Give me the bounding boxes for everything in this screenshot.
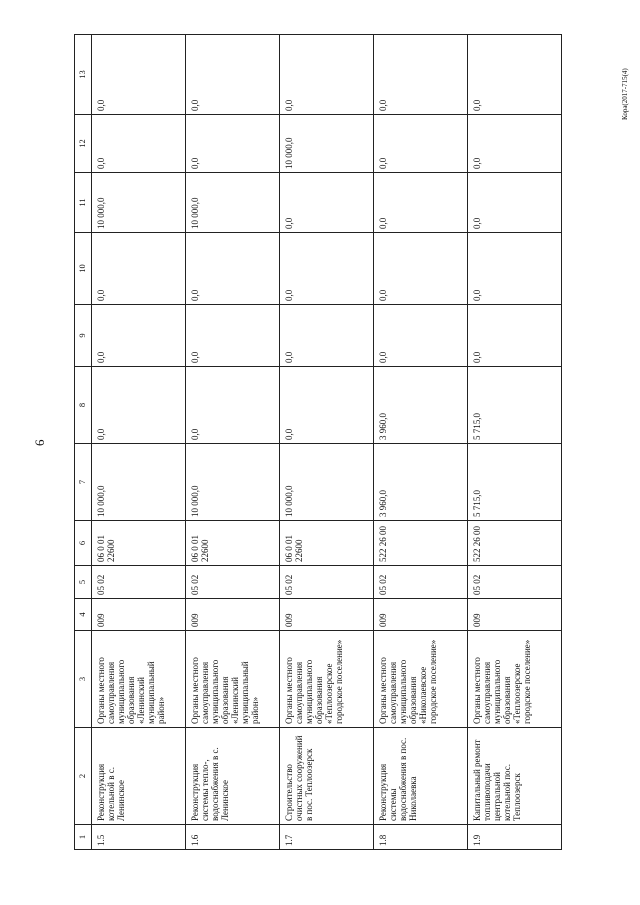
budget-table [74,34,562,850]
cell-year-value: 0,0 [186,367,280,444]
cell-year-value: 0,0 [186,115,280,173]
cell-section-code: 05 02 [280,566,374,599]
cell-number: 1.6 [186,825,280,850]
cell-year-value: 0,0 [280,367,374,444]
cell-event-name: Реконструкция системы тепло-, водоснабжения в с. Ленинское [186,728,280,825]
cell-year-value: 0,0 [468,115,562,173]
cell-number: 1.8 [374,825,468,850]
cell-year-value: 0,0 [374,115,468,173]
cell-target-code: 06 0 01 22600 [280,521,374,566]
column-header: 13 [75,35,92,115]
cell-year-value: 0,0 [468,233,562,305]
cell-total: 3 960,0 [374,444,468,521]
cell-number: 1.5 [92,825,186,850]
cell-executor: Органы местного самоуправления муниципального образования «Ленинский муниципальный район» [92,631,186,728]
cell-year-value: 0,0 [92,35,186,115]
table-row [280,35,374,850]
header-row [75,35,92,850]
cell-year-value: 0,0 [374,173,468,233]
cell-year-value: 10 000,0 [186,173,280,233]
rotated-table-container [74,35,614,850]
cell-year-value: 10 000,0 [92,173,186,233]
cell-year-value: 0,0 [280,305,374,367]
cell-ministry-code: 009 [468,599,562,631]
cell-ministry-code: 009 [280,599,374,631]
cell-total: 10 000,0 [186,444,280,521]
column-header: 6 [75,521,92,566]
column-header: 10 [75,233,92,305]
cell-year-value: 0,0 [92,233,186,305]
column-header: 12 [75,115,92,173]
cell-event-name: Реконструкция системы водоснабжения в пос. Николаевка [374,728,468,825]
cell-year-value: 0,0 [92,115,186,173]
cell-year-value: 0,0 [186,233,280,305]
cell-event-name: Реконструкция котельной в с. Ленинское [92,728,186,825]
cell-total: 10 000,0 [280,444,374,521]
cell-executor: Органы местного самоуправления муниципального образования «Ленинский муниципальный район» [186,631,280,728]
column-header: 8 [75,367,92,444]
cell-target-code: 522 26 00 [374,521,468,566]
cell-year-value: 0,0 [92,367,186,444]
cell-section-code: 05 02 [92,566,186,599]
column-header: 4 [75,599,92,631]
cell-year-value: 10 000,0 [280,115,374,173]
cell-year-value: 0,0 [280,35,374,115]
table-row [92,35,186,850]
cell-event-name: Строительство очистных сооружений в пос. Теплоозерск [280,728,374,825]
column-header: 5 [75,566,92,599]
table-row [374,35,468,850]
cell-year-value: 5 715,0 [468,367,562,444]
cell-number: 1.7 [280,825,374,850]
column-header: 1 [75,825,92,850]
cell-year-value: 0,0 [374,233,468,305]
page-number: 6 [32,439,47,446]
cell-executor: Органы местного самоуправления муниципального образования «Теплоозерское городское поселение» [468,631,562,728]
cell-section-code: 05 02 [468,566,562,599]
cell-year-value: 0,0 [468,305,562,367]
cell-total: 5 715,0 [468,444,562,521]
cell-number: 1.9 [468,825,562,850]
cell-year-value: 3 960,0 [374,367,468,444]
cell-year-value: 0,0 [374,305,468,367]
cell-year-value: 0,0 [186,305,280,367]
cell-year-value: 0,0 [186,35,280,115]
column-header: 2 [75,728,92,825]
cell-year-value: 0,0 [280,173,374,233]
cell-total: 10 000,0 [92,444,186,521]
cell-year-value: 0,0 [92,305,186,367]
cell-year-value: 0,0 [468,173,562,233]
cell-target-code: 06 0 01 22600 [186,521,280,566]
column-header: 3 [75,631,92,728]
column-header: 11 [75,173,92,233]
table-row [468,35,562,850]
cell-section-code: 05 02 [186,566,280,599]
cell-ministry-code: 009 [92,599,186,631]
cell-year-value: 0,0 [280,233,374,305]
cell-executor: Органы местного самоуправления муниципального образования «Николаевское городское поселение» [374,631,468,728]
column-header: 7 [75,444,92,521]
cell-section-code: 05 02 [374,566,468,599]
table-row [186,35,280,850]
cell-executor: Органы местного самоуправления муниципального образования «Теплоозерское городское поселение» [280,631,374,728]
column-header: 9 [75,305,92,367]
cell-year-value: 0,0 [374,35,468,115]
cell-target-code: 522 26 00 [468,521,562,566]
footer-document-code: Кора(2017-715(4) [621,68,629,120]
cell-event-name: Капитальный ремонт топливоподачи центральной котельной пос. Теплоозерск [468,728,562,825]
cell-ministry-code: 009 [374,599,468,631]
cell-target-code: 06 0 01 22600 [92,521,186,566]
cell-ministry-code: 009 [186,599,280,631]
cell-year-value: 0,0 [468,35,562,115]
